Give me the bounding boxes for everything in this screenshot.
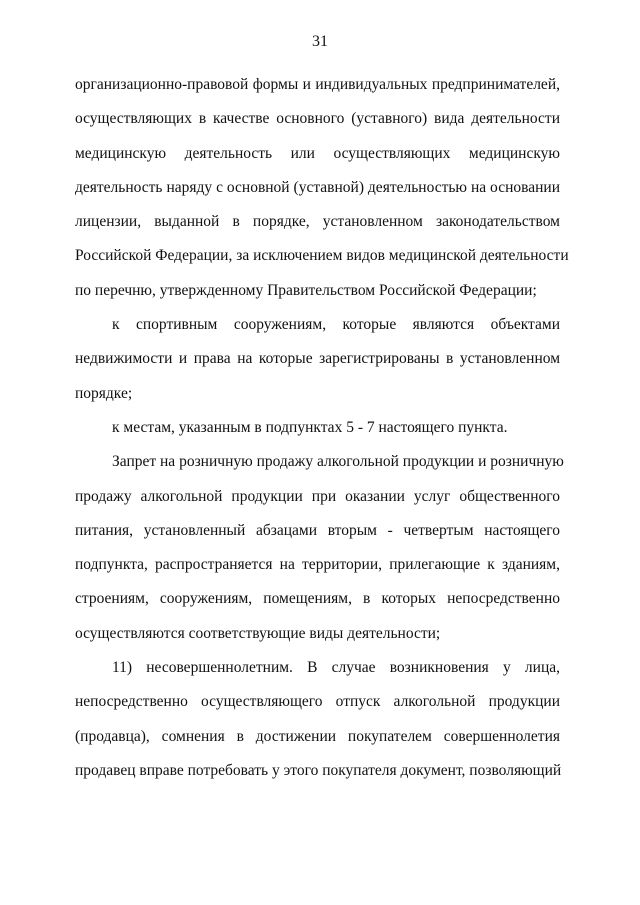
paragraph-1 xyxy=(75,68,569,308)
text-line: осуществляются соответствующие виды деятельности; xyxy=(75,624,441,642)
paragraph-3 xyxy=(75,411,560,445)
text-line: 11) несовершеннолетним. В случае возникновения у лица, xyxy=(112,659,560,677)
text-line: питания, установленный абзацами вторым - четвертым настоящего xyxy=(75,521,560,539)
page-number: 31 xyxy=(312,33,328,50)
text-line: осуществляющих в качестве основного (уставного) вида деятельности xyxy=(75,110,560,128)
paragraph-5 xyxy=(75,651,560,788)
text-line: к спортивным сооружениям, которые являются объектами xyxy=(112,316,560,334)
text-line: по перечню, утвержденному Правительством Российской Федерации; xyxy=(75,281,537,299)
text-line: лицензии, выданной в порядке, установленном законодательством xyxy=(75,213,560,231)
text-line: подпункта, распространяется на территории, прилегающие к зданиям, xyxy=(75,556,560,574)
text-line: порядке; xyxy=(75,384,133,402)
text-line: Российской Федерации, за исключением видов медицинской деятельности xyxy=(75,247,569,265)
text-line: продавец вправе потребовать у этого покупателя документ, позволяющий xyxy=(75,761,562,779)
text-line: недвижимости и права на которые зарегистрированы в установленном xyxy=(75,350,560,368)
paragraph-4 xyxy=(75,445,564,651)
text-line: строениям, сооружениям, помещениям, в которых непосредственно xyxy=(75,590,560,608)
text-line: организационно-правовой формы и индивидуальных предпринимателей, xyxy=(75,76,560,93)
text-line: (продавца), сомнения в достижении покупателем совершеннолетия xyxy=(75,727,560,745)
document-body xyxy=(75,68,569,788)
text-line: медицинскую деятельность или осуществляющих медицинскую xyxy=(75,144,560,162)
text-line: к местам, указанным в подпунктах 5 - 7 настоящего пункта. xyxy=(112,418,508,436)
text-line: продажу алкогольной продукции при оказании услуг общественного xyxy=(75,487,560,505)
text-line: Запрет на розничную продажу алкогольной продукции и розничную xyxy=(112,453,564,471)
text-line: непосредственно осуществляющего отпуск алкогольной продукции xyxy=(75,693,560,711)
text-line: деятельность наряду с основной (уставной) деятельностью на основании xyxy=(75,178,560,196)
paragraph-2 xyxy=(75,308,560,411)
